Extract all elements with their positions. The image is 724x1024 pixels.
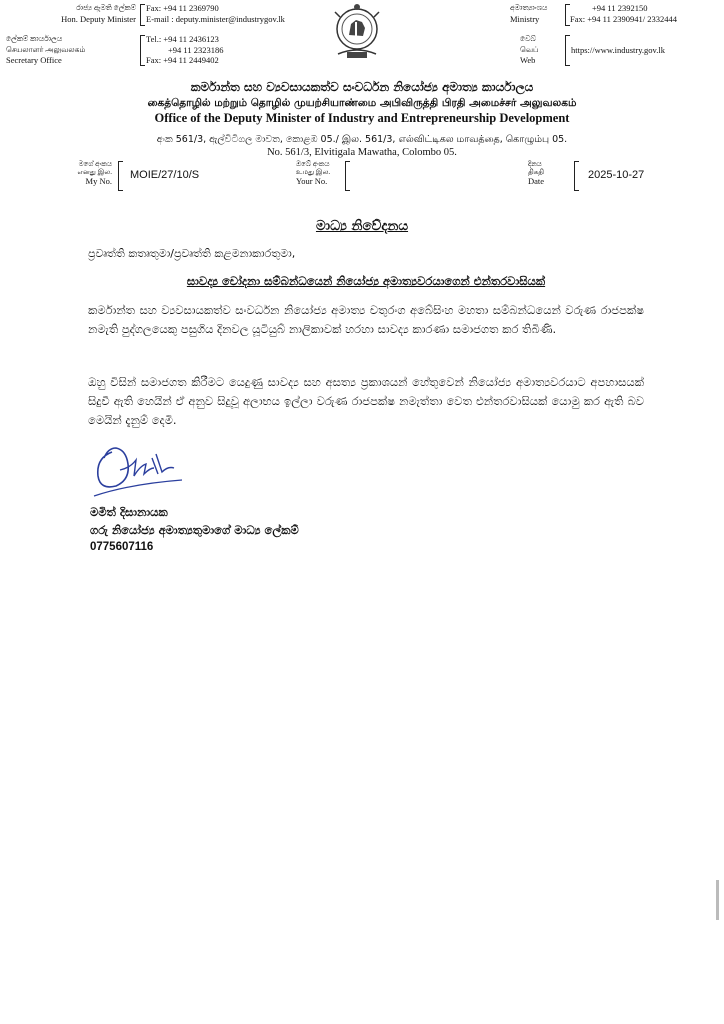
paragraph-2: ඔහු විසින් සමාජගත කිරීමට යෙදුණු සාවද්‍ය සහ අසත්‍ය ප්‍රකාශයන් හේතුවෙන් නියෝජ්‍ය අමාත්‍යවරයාට අපහාසයක් සිදුවී ඇති හෙයින් ඒ අනුව සිදුවූ අලාභය ඉල්ලා වරුණ රාජපක්ෂ නමැත්තා වෙත එන්තරවාසියක් යොමු කර ඇති බව මෙයින් දැනුම් දෙමි. [88,375,644,427]
address-line-1: අංක 561/3, ඇල්විටිගල මාවත, කොළඹ 05./ இல. 561/3, எல்விட்டிகல மாவத்தை, கொழும்பு 05. [156,134,568,145]
ref-bracket [345,161,346,191]
scan-edge-mark [716,880,719,920]
office-name-english: Office of the Deputy Minister of Industry and Entrepreneurship Development [154,111,570,125]
ministry-label: අමාත්‍යාංශය Ministry [510,3,548,24]
my-no-value: MOIE/27/10/S [130,169,200,181]
date-value: 2025-10-27 [588,169,645,181]
letter-subject: සාවද්‍ය චෝදනා සම්බන්ධයෙන් නියෝජ්‍ය අමාත්‍යවරයාගෙන් එන්තරවාසියක් [186,274,546,288]
signatory-name: මමිත් දිසානායක [90,505,168,519]
national-emblem [332,2,382,64]
deputy-minister-contacts: Fax: +94 11 2369790 E-mail : deputy.minister@industrygov.lk [146,3,285,24]
signatory-phone: 0775607116 [90,541,154,553]
web-link[interactable]: https://www.industry.gov.lk [571,45,665,55]
header-bracket [565,35,566,66]
my-no-label: මගේ අංකය எனது இல. My No. [77,160,112,186]
letter-title: මාධ්‍ය නිවේදනය [315,218,409,234]
office-name-tamil: கைத்தொழில் மற்றும் தொழில் முயற்சியாண்மை அபிவிருத்தி பிரதி அமைச்சர் அலுவலகம் [147,97,577,109]
signature [90,440,200,500]
address-line-2: No. 561/3, Elvitigala Mawatha, Colombo 05. [267,147,457,158]
office-name-sinhala: කර්මාන්ත සහ ව්‍යවසායකත්ව සංවර්ධන නියෝජ්‍ය අමාත්‍ය කාර්යාලය [190,80,534,94]
signatory-title: ගරු නියෝජ්‍ය අමාත්‍යතුමාගේ මාධ්‍ය ලේකම් [90,523,299,537]
ref-bracket [118,161,119,191]
paragraph-1: කර්මාන්ත සහ ව්‍යවසායකත්ව සංවර්ධන නියෝජ්‍ය අමාත්‍ය චතුරංග අබේසිංහ මහතා සම්බන්ධයෙන් වරුණ රාජපක්ෂ නමැති පුද්ගලයෙකු පසුගිය දිනවල යූටියුබ් නාලිකාවක් හරහා සාවද්‍ය කාරණා සමාජගත කර තිබිණි. [88,303,644,336]
salutation: ප්‍රවෘත්ති කතෘතුමා/ප්‍රවෘත්ති කළමනාකාරතුමා, [88,247,296,260]
web-label: වෙබ් வெப் Web [520,34,539,65]
deputy-minister-label: රාජ්‍ය ඇමති ලේකම් Hon. Deputy Minister [61,3,136,24]
ref-bracket [574,161,575,191]
header-bracket [565,4,566,26]
secretary-office-label: ලේකම් කාර්යාලය செயலாளர் அலுவலகம் Secretary Office [6,34,86,65]
secretary-office-contacts: Tel.: +94 11 2436123 +94 11 2323186 Fax: +94 11 2449402 [146,34,224,65]
date-label: දිනය திகதி Date [528,160,545,186]
header-bracket [140,4,141,26]
your-no-label: ඔබේ අංකය உமது இல. Your No. [296,160,331,186]
header-bracket [140,35,141,66]
ministry-contacts: +94 11 2392150 Fax: +94 11 2390941/ 2332444 [570,3,677,24]
